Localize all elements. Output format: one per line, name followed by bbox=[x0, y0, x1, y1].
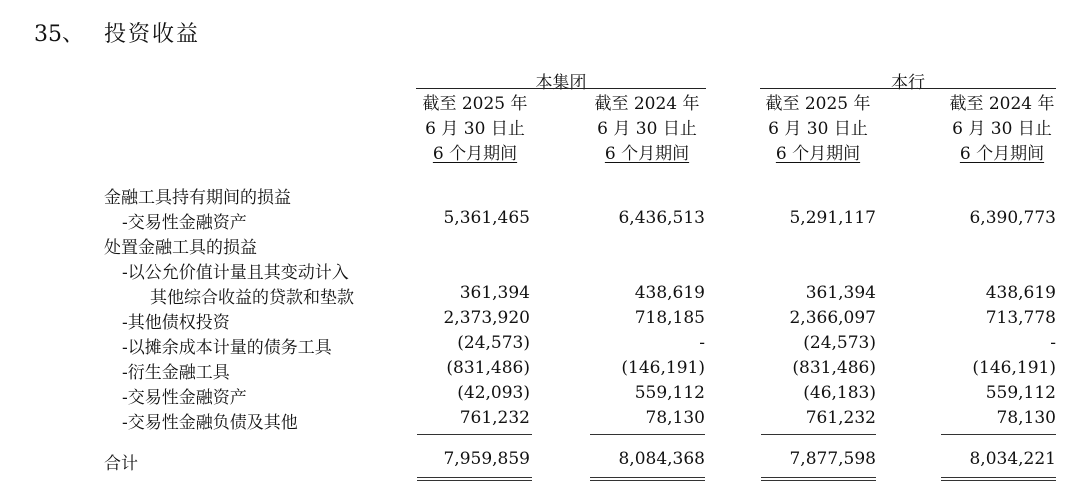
column-header-line: 截至 2025 年 bbox=[422, 94, 528, 114]
subtotal-rule bbox=[941, 434, 1056, 435]
table-cell: (24,573) bbox=[803, 333, 876, 353]
column-header-line: 6 个月期间 bbox=[959, 144, 1045, 164]
column-header-line: 截至 2024 年 bbox=[594, 94, 700, 114]
total-double-rule bbox=[417, 477, 532, 481]
column-header-line: 6 个月期间 bbox=[775, 144, 861, 164]
column-header-line: 6 月 30 日止 bbox=[597, 119, 697, 139]
total-cell: 7,877,598 bbox=[789, 449, 876, 469]
table-cell: (42,093) bbox=[457, 383, 530, 403]
row-label: -衍生金融工具 bbox=[122, 363, 230, 383]
row-label: -交易性金融负债及其他 bbox=[122, 413, 298, 433]
table-cell: 438,619 bbox=[634, 283, 705, 303]
table-cell: 559,112 bbox=[985, 383, 1056, 403]
column-header bbox=[405, 92, 545, 167]
column-header-line: 6 月 30 日止 bbox=[768, 119, 868, 139]
table-cell: 761,232 bbox=[459, 408, 530, 428]
column-header-line: 6 个月期间 bbox=[432, 144, 518, 164]
table-cell: 713,778 bbox=[985, 308, 1056, 328]
subtotal-rule bbox=[761, 434, 876, 435]
row-label: 其他综合收益的贷款和垫款 bbox=[150, 288, 354, 308]
total-cell: 7,959,859 bbox=[443, 449, 530, 469]
table-cell: (146,191) bbox=[621, 358, 705, 378]
total-double-rule bbox=[590, 477, 705, 481]
table-cell: 361,394 bbox=[805, 283, 876, 303]
group-header-bank: 本行 bbox=[891, 73, 925, 93]
group-underline bbox=[760, 88, 1056, 89]
table-cell: 438,619 bbox=[985, 283, 1056, 303]
column-header bbox=[748, 92, 888, 167]
table-cell: (46,183) bbox=[803, 383, 876, 403]
table-cell: 559,112 bbox=[634, 383, 705, 403]
table-cell: 6,390,773 bbox=[969, 208, 1056, 228]
section-title: 投资收益 bbox=[104, 22, 201, 47]
total-label: 合计 bbox=[104, 454, 138, 474]
table-cell: 5,291,117 bbox=[789, 208, 876, 228]
group-underline bbox=[416, 88, 706, 89]
table-cell: 2,373,920 bbox=[443, 308, 530, 328]
row-label: 处置金融工具的损益 bbox=[104, 238, 257, 258]
column-header-line: 6 个月期间 bbox=[604, 144, 690, 164]
group-header-bank-group: 本集团 bbox=[535, 73, 587, 93]
row-label: -交易性金融资产 bbox=[122, 213, 247, 233]
table-cell: 5,361,465 bbox=[443, 208, 530, 228]
table-cell: 361,394 bbox=[459, 283, 530, 303]
table-cell: (831,486) bbox=[792, 358, 876, 378]
column-header bbox=[577, 92, 717, 167]
table-cell: (831,486) bbox=[446, 358, 530, 378]
total-double-rule bbox=[761, 477, 876, 481]
section-number: 35、 bbox=[34, 22, 84, 47]
table-cell: (24,573) bbox=[457, 333, 530, 353]
subtotal-rule bbox=[590, 434, 705, 435]
column-header-line: 6 月 30 日止 bbox=[425, 119, 525, 139]
table-cell: 78,130 bbox=[645, 408, 705, 428]
table-cell: 78,130 bbox=[996, 408, 1056, 428]
table-cell: 6,436,513 bbox=[618, 208, 705, 228]
column-header-line: 截至 2025 年 bbox=[765, 94, 871, 114]
total-cell: 8,034,221 bbox=[969, 449, 1056, 469]
table-cell: 2,366,097 bbox=[789, 308, 876, 328]
table-cell: 718,185 bbox=[634, 308, 705, 328]
row-label: -交易性金融资产 bbox=[122, 388, 247, 408]
column-header bbox=[932, 92, 1072, 167]
row-label: 金融工具持有期间的损益 bbox=[104, 188, 291, 208]
table-cell: - bbox=[699, 333, 705, 353]
column-header-line: 6 月 30 日止 bbox=[952, 119, 1052, 139]
column-header-line: 截至 2024 年 bbox=[949, 94, 1055, 114]
table-cell: (146,191) bbox=[972, 358, 1056, 378]
row-label: -其他债权投资 bbox=[122, 313, 230, 333]
table-cell: - bbox=[1050, 333, 1056, 353]
table-cell: 761,232 bbox=[805, 408, 876, 428]
row-label: -以公允价值计量且其变动计入 bbox=[122, 263, 349, 283]
subtotal-rule bbox=[417, 434, 532, 435]
total-double-rule bbox=[941, 477, 1056, 481]
row-label: -以摊余成本计量的债务工具 bbox=[122, 338, 332, 358]
total-cell: 8,084,368 bbox=[618, 449, 705, 469]
